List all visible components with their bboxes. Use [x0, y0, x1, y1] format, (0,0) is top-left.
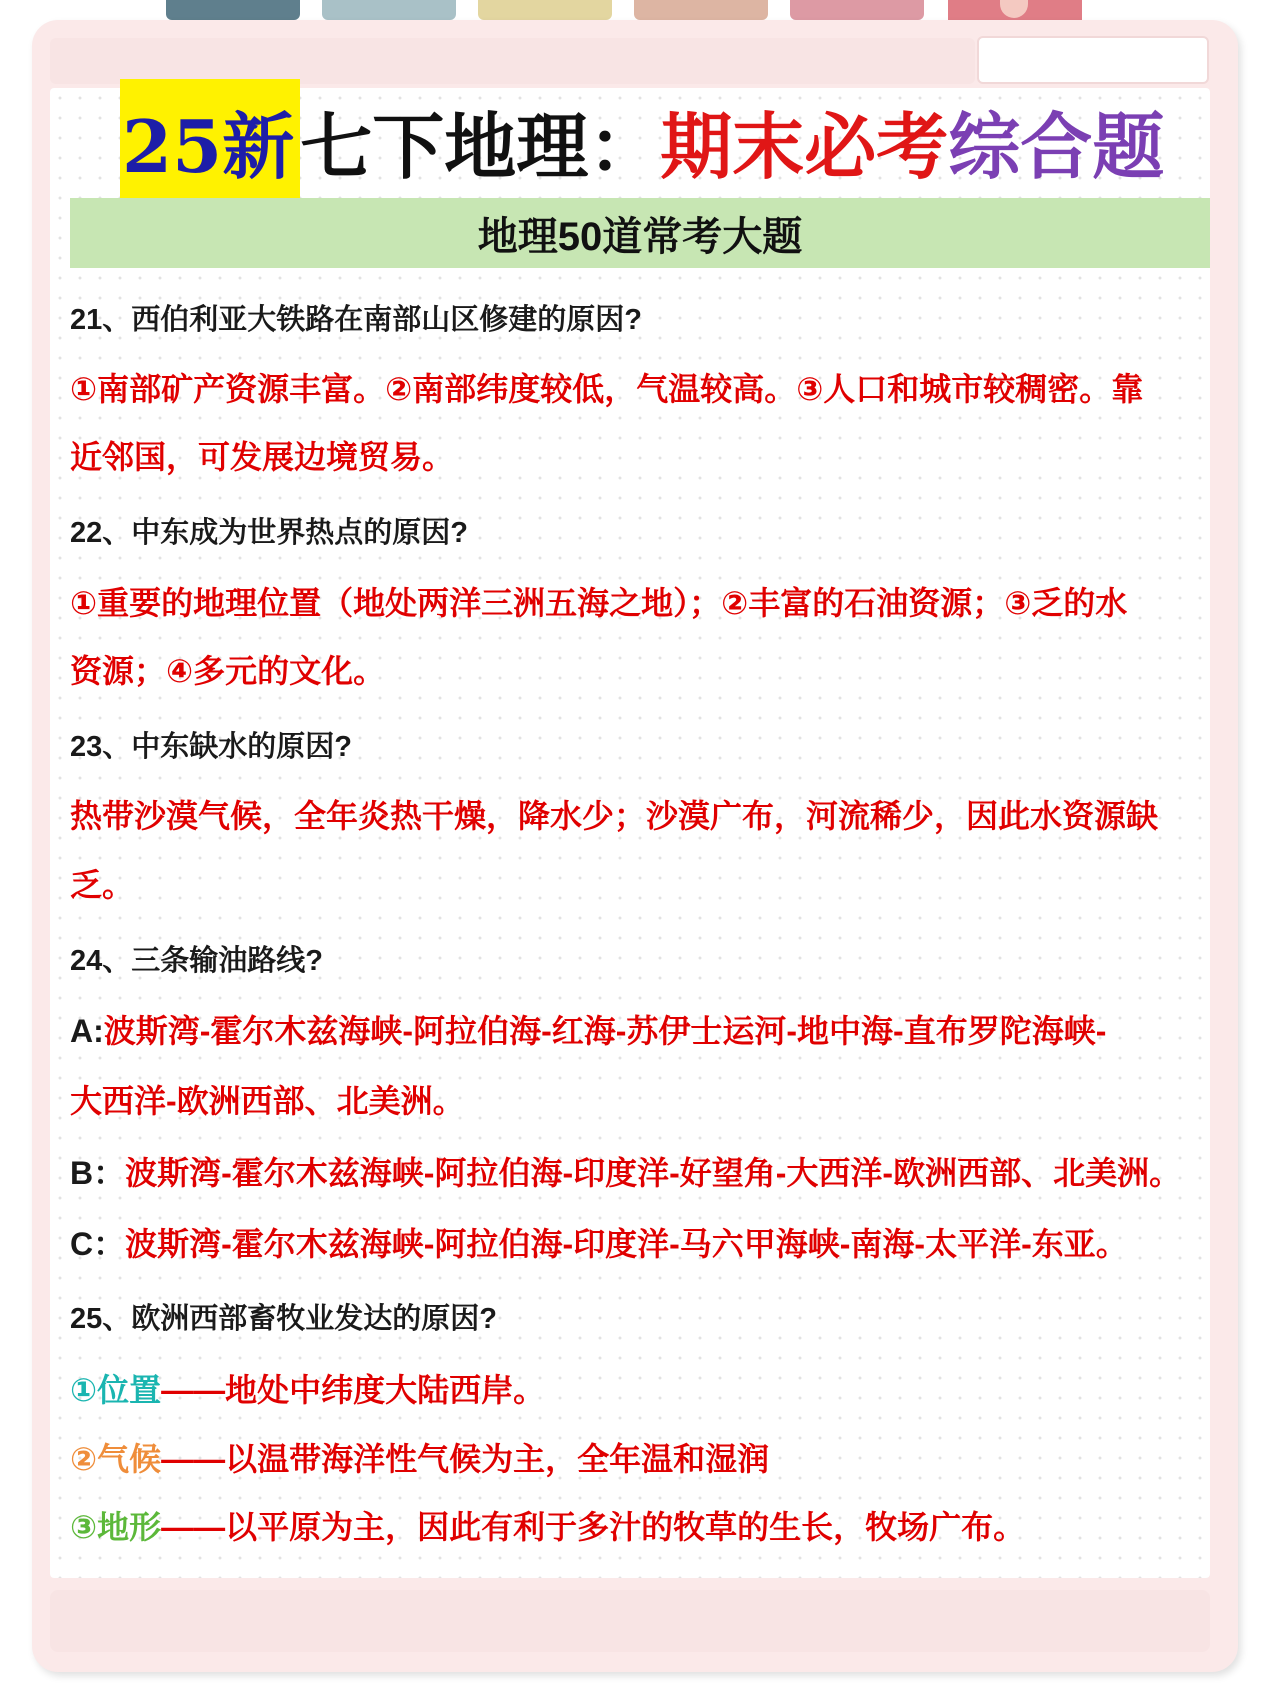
reason-terrain-text: ——以平原为主，因此有利于多汁的牧草的生长，牧场广布。: [161, 1509, 1026, 1545]
title-highlight: 25新: [120, 79, 300, 203]
question-23: 23、中东缺水的原因?: [70, 731, 352, 763]
page-title: [120, 84, 1164, 198]
reason-position: [70, 1365, 545, 1411]
route-b-text: 波斯湾-霍尔木兹海峡-阿拉伯海-印度洋-好望角-大西洋-欧洲西部、北美洲。: [125, 1155, 1182, 1191]
reason-position-text: ——地处中纬度大陆西岸。: [161, 1372, 546, 1408]
route-b-label: B：: [70, 1155, 126, 1191]
answer-22-line-1: ①重要的地理位置（地处两洋三洲五海之地）；②丰富的石油资源；③乏的水: [70, 585, 1128, 621]
reason-position-label: ①位置: [70, 1372, 162, 1408]
reason-climate-label: ②气候: [70, 1441, 162, 1477]
answer-23-line-1: 热带沙漠气候，全年炎热干燥，降水少；沙漠广布，河流稀少，因此水资源缺: [70, 798, 1159, 834]
title-purple-part: 综合题: [948, 104, 1165, 189]
route-c-text: 波斯湾-霍尔木兹海峡-阿拉伯海-印度洋-马六甲海峡-南海-太平洋-东亚。: [125, 1226, 1128, 1262]
answer-22-line-2: 资源；④多元的文化。: [70, 653, 386, 689]
route-a-line-2: 大西洋-欧洲西部、北美洲。: [70, 1083, 465, 1119]
subtitle-banner: 地理50道常考大题: [70, 198, 1210, 268]
binder-tab-slate: [166, 0, 300, 20]
route-c-label: C：: [70, 1226, 126, 1262]
route-a-label: A:: [70, 1013, 104, 1049]
route-a-line-1: [70, 1006, 1106, 1052]
reason-terrain: [70, 1502, 1025, 1548]
binder-tab-pink: [790, 0, 924, 20]
answer-21-line-1: ①南部矿产资源丰富。②南部纬度较低，气温较高。③人口和城市较稠密。靠: [70, 371, 1144, 407]
route-c: [70, 1219, 1128, 1265]
top-right-box: [977, 36, 1209, 84]
question-25: 25、欧洲西部畜牧业发达的原因?: [70, 1303, 497, 1335]
binder-tab-peach: [634, 0, 768, 20]
top-bar: [50, 38, 975, 84]
answer-23-line-2: 乏。: [70, 867, 135, 903]
binder-tab-yellow: [478, 0, 612, 20]
answer-21-line-2: 近邻国，可发展边境贸易。: [70, 439, 455, 475]
title-red-part: 期末必考: [660, 104, 949, 189]
route-a-text-1: 波斯湾-霍尔木兹海峡-阿拉伯海-红海-苏伊士运河-地中海-直布罗陀海峡-: [103, 1013, 1107, 1049]
reason-climate-text: ——以温带海洋性气候为主，全年温和湿润: [161, 1441, 770, 1477]
title-black-part: 七下地理：: [300, 104, 661, 189]
question-21: 21、西伯利亚大铁路在南部山区修建的原因?: [70, 304, 642, 336]
footer-bar: [50, 1590, 1210, 1652]
question-22: 22、中东成为世界热点的原因?: [70, 517, 468, 549]
route-b: [70, 1148, 1181, 1194]
question-24: 24、三条输油路线?: [70, 945, 323, 977]
reason-terrain-label: ③地形: [70, 1509, 162, 1545]
reason-climate: [70, 1434, 769, 1480]
binder-tab-light-blue: [322, 0, 456, 20]
